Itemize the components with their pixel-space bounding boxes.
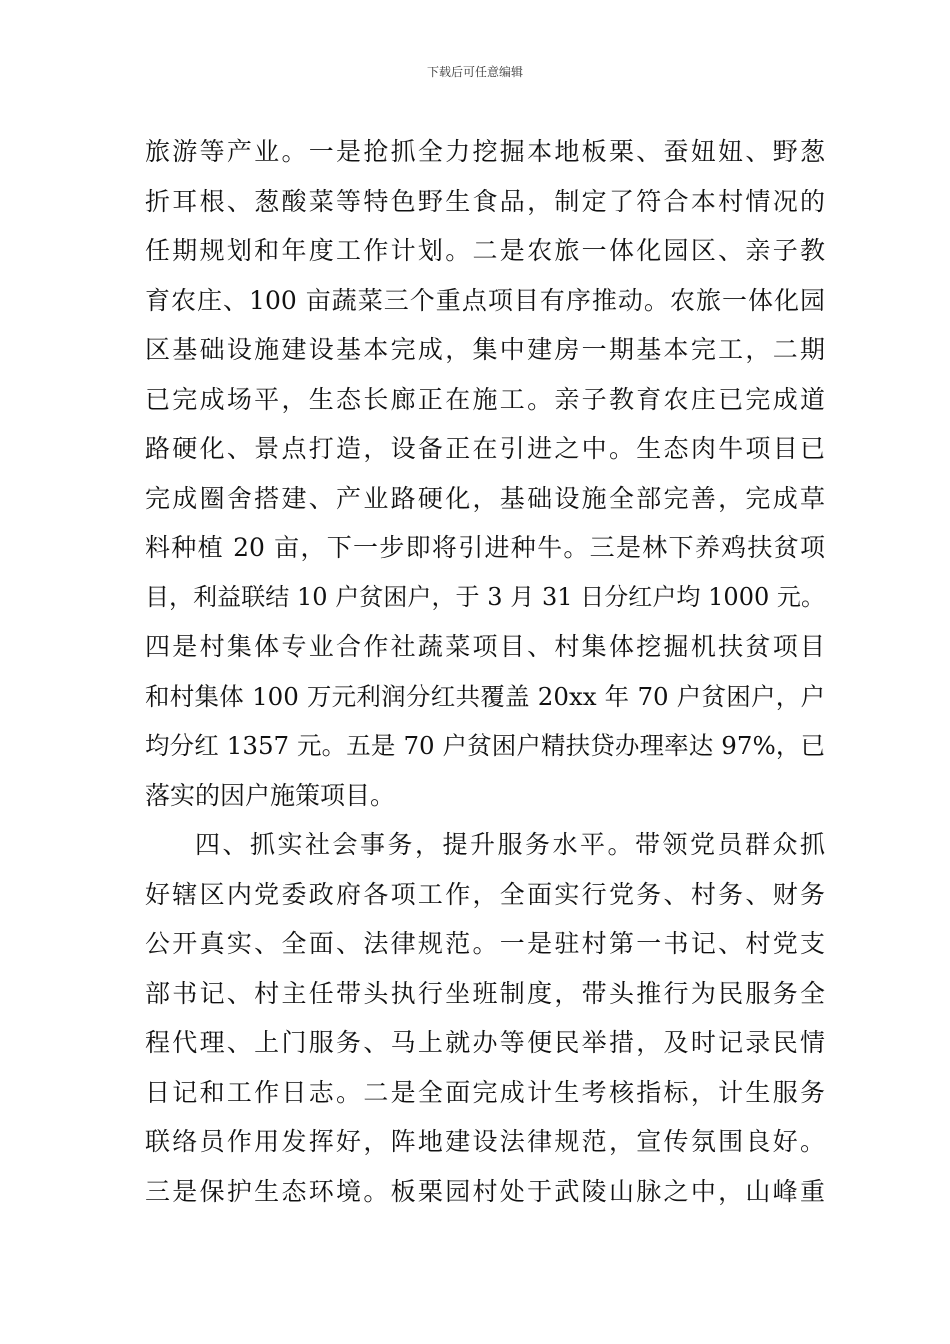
text-line: 已完成场平，生态长廊正在施工。亲子教育农庄已完成道 [145, 384, 825, 414]
text-line: 联络员作用发挥好，阵地建设法律规范，宣传氛围良好。 [145, 1127, 825, 1156]
text-line: 旅游等产业。一是抢抓全力挖掘本地板栗、蚕妞妞、野葱 [145, 137, 825, 166]
text-line: 程代理、上门服务、马上就办等便民举措，及时记录民情 [145, 1028, 825, 1057]
text-line: 育农庄、100 亩蔬菜三个重点项目有序推动。农旅一体化园 [145, 285, 825, 315]
text-line: 和村集体 100 万元利润分红共覆盖 20xx 年 70 户贫困户，户 [145, 681, 825, 711]
text-line: 部书记、村主任带头执行坐班制度，带头推行为民服务全 [145, 978, 825, 1008]
text-line: 四是村集体专业合作社蔬菜项目、村集体挖掘机扶贫项目 [145, 632, 825, 661]
text-line: 均分红 1357 元。五是 70 户贫困户精扶贷办理率达 97%，已 [145, 731, 825, 760]
text-line: 折耳根、葱酸菜等特色野生食品，制定了符合本村情况的 [145, 186, 825, 216]
text-line: 任期规划和年度工作计划。二是农旅一体化园区、亲子教 [145, 236, 825, 265]
text-line: 四、抓实社会事务，提升服务水平。带领党员群众抓 [195, 830, 825, 859]
text-line: 三是保护生态环境。板栗园村处于武陵山脉之中，山峰重 [145, 1176, 825, 1206]
text-line: 公开真实、全面、法律规范。一是驻村第一书记、村党支 [145, 929, 825, 958]
text-line: 料种植 20 亩，下一步即将引进种牛。三是林下养鸡扶贫项 [145, 533, 825, 562]
text-line: 好辖区内党委政府各项工作，全面实行党务、村务、财务 [145, 879, 825, 909]
text-line: 目，利益联结 10 户贫困户，于 3 月 31 日分红户均 1000 元。 [145, 582, 825, 611]
text-line: 区基础设施建设基本完成，集中建房一期基本完工，二期 [145, 335, 825, 364]
document-body [145, 127, 825, 1216]
text-line: 日记和工作日志。二是全面完成计生考核指标，计生服务 [145, 1077, 825, 1107]
text-line: 路硬化、景点打造，设备正在引进之中。生态肉牛项目已 [145, 434, 825, 463]
page-header: 下载后可任意编辑 [426, 65, 523, 79]
text-line: 完成圈舍搭建、产业路硬化，基础设施全部完善，完成草 [145, 483, 825, 513]
text-line: 落实的因户施策项目。 [145, 780, 396, 810]
